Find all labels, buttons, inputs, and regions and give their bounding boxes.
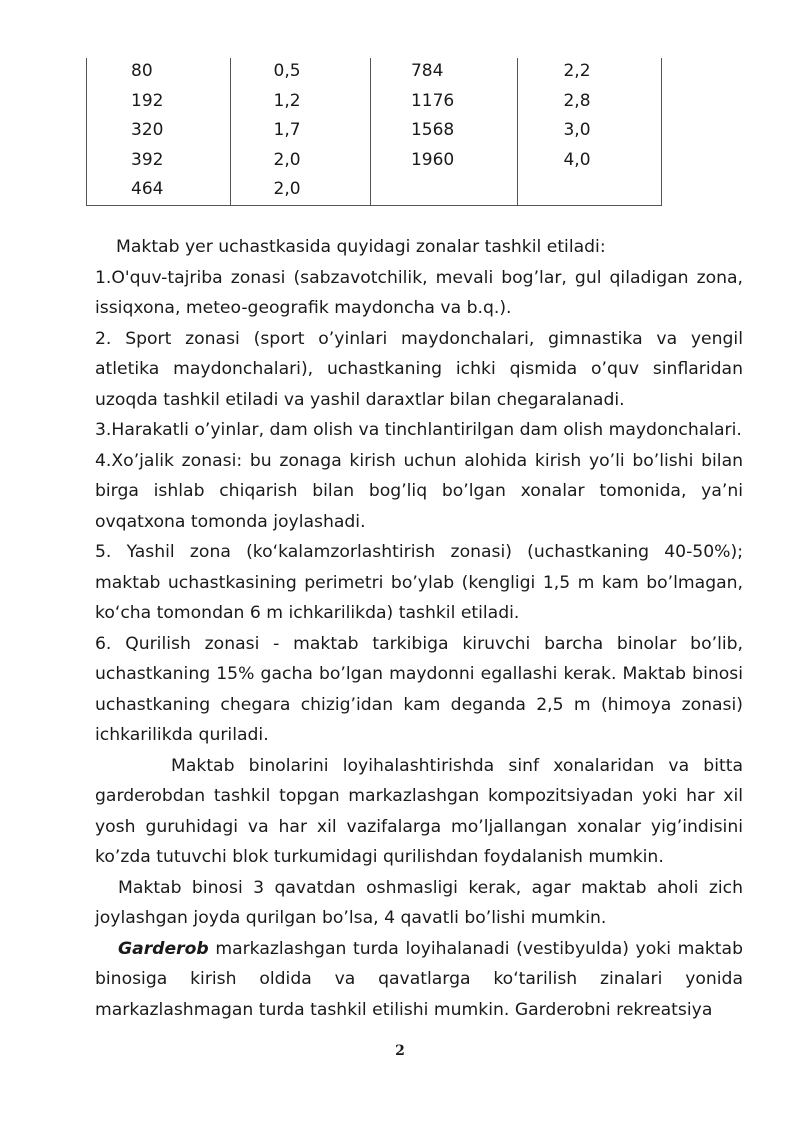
table-value: 784	[410, 61, 444, 81]
table-value: 192	[131, 90, 164, 111]
paragraph-zone-3: 3.Harakatli o’yinlar, dam olish va tinchlantirilgan dam olish maydonchalari.	[95, 420, 742, 440]
table-cell-col1	[87, 58, 231, 205]
paragraph-zone-5: 5. Yashil zona (ko‘kalamzorlashtirish zonasi) (uchastkaning 40-50%); maktab uchastkasining perimetri bo’ylab (kengligi 1,5 m kam bo’lmagan, ko‘cha tomondan 6 m ichkarilikda) tashkil etiladi.	[95, 542, 743, 623]
table-value: 1176	[410, 90, 455, 111]
paragraph-zone-1: 1.O'quv-tajriba zonasi (sabzavotchilik, mevali bog’lar, gul qiladigan zona, issiqxona, meteo-geografik maydoncha va b.q.).	[95, 267, 743, 318]
paragraph-zone-4: 4.Xo’jalik zonasi: bu zonaga kirish uchun alohida kirish yo’li bo’lishi bilan birga ishlab chiqarish bilan bog’liq bo’lgan xonalar tomonida, ya’ni ovqatxona tomonda joylashadi.	[95, 450, 743, 532]
paragraph-garderob	[95, 934, 743, 1026]
paragraph-zone-6: 6. Qurilish zonasi - maktab tarkibiga kiruvchi barcha binolar bo’lib, uchastkaning 15% gacha bo’lgan maydonni egallashi kerak. Maktab binosi uchastkaning chegara chizig’idan kam deganda 2,5 m (himoya zonasi) ichkarilikda quriladi.	[95, 633, 743, 745]
table-value: 3,0	[563, 120, 591, 140]
table-value: 320	[131, 120, 164, 140]
table-value: 2,8	[563, 90, 591, 111]
body-text	[95, 232, 743, 1025]
paragraph-garderob-text: markazlashgan turda loyihalanadi (vestibyulda) yoki maktab binosiga kirish oldida va qavatlarga ko‘tarilish zinalari yonida markazlashmagan turda tashkil etilishi mumkin. Garderobni rekreatsiya	[95, 938, 743, 1020]
table-value: 1568	[410, 120, 455, 140]
paragraph-zone-2: 2. Sport zonasi (sport o’yinlari maydonchalari, gimnastika va yengil atletika maydonchalari), uchastkaning ichki qismida o’quv sinflaridan uzoqda tashkil etiladi va yashil daraxtlar bilan chegaralanadi.	[95, 328, 743, 410]
table-value: 1,2	[273, 90, 301, 111]
paragraph-building-design: Maktab binolarini loyihalashtirishda sinf xonalaridan va bitta garderobdan tashkil topgan markazlashgan kompozitsiyadan yoki har xil yosh guruhidagi va har xil vazifalarga mo’ljallangan xonalar yig’indisini ko’zda tutuvchi blok turkumidagi qurilishdan foydalanish mumkin.	[95, 755, 743, 867]
table-cell-col3	[370, 58, 518, 205]
table-value: 2,2	[563, 61, 591, 81]
table-cell-col2	[230, 58, 370, 205]
table-value: 0,5	[273, 61, 301, 81]
table-row	[87, 58, 662, 205]
table-value: 2,0	[273, 179, 301, 199]
paragraph-floors: Maktab binosi 3 qavatdan oshmasligi kerak, agar maktab aholi zich joylashgan joyda qurilgan bo’lsa, 4 qavatli bo’lishi mumkin.	[95, 877, 743, 928]
page-number: 2	[395, 1043, 405, 1059]
table-value: 392	[131, 149, 164, 170]
table-value: 1,7	[273, 120, 301, 140]
table-value: 464	[131, 179, 164, 199]
table-value: 2,0	[273, 149, 301, 170]
table-value: 4,0	[563, 149, 591, 170]
table-cell-col4	[518, 58, 662, 205]
table-value: 80	[131, 61, 153, 81]
table-value: 1960	[410, 149, 455, 170]
data-table	[86, 58, 662, 206]
paragraph-intro: Maktab yer uchastkasida quyidagi zonalar tashkil etiladi:	[116, 237, 606, 257]
term-garderob: Garderob	[118, 938, 209, 959]
